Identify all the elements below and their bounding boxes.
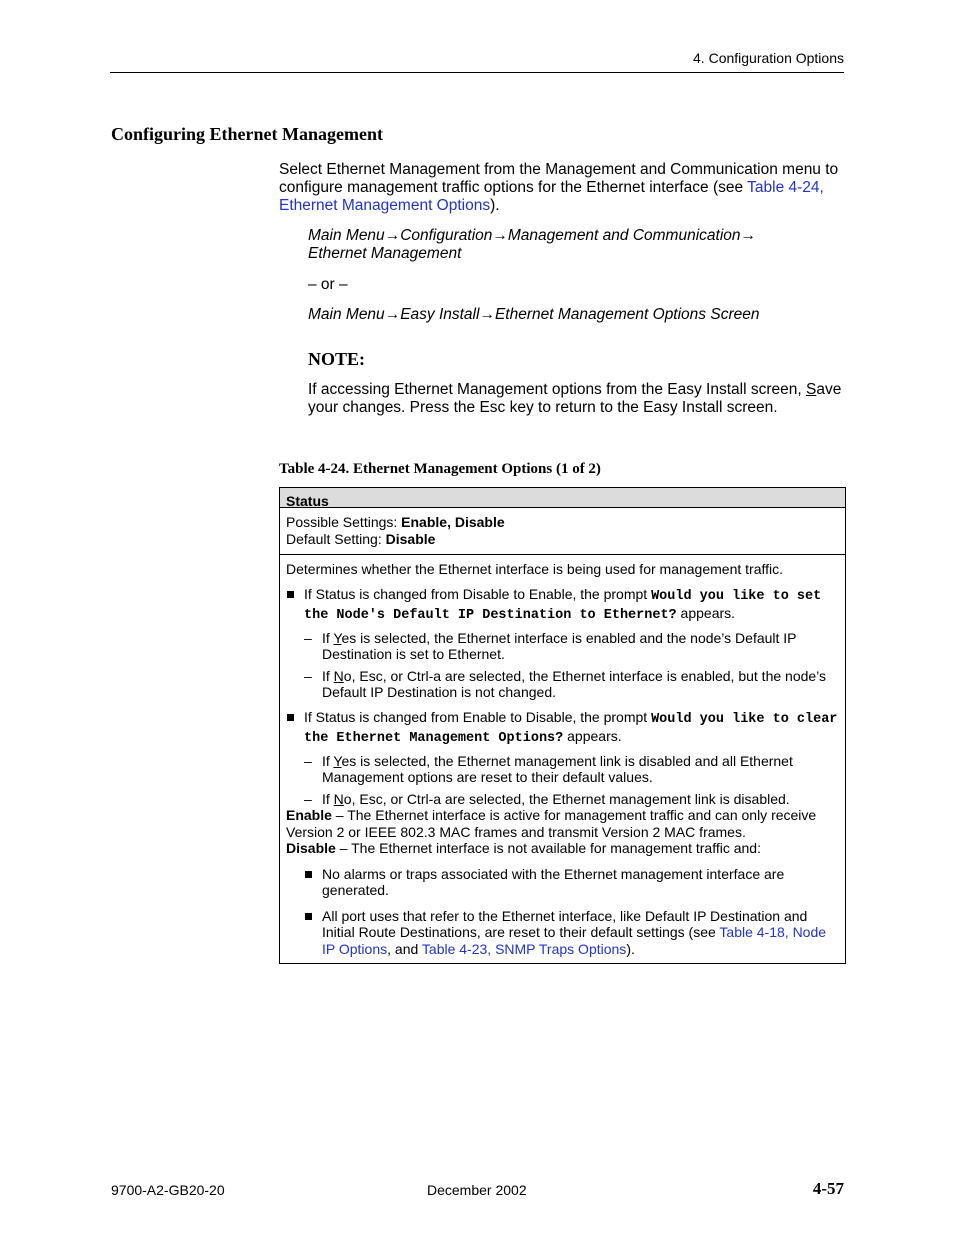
list-item: [286, 908, 839, 958]
dash-text: If: [322, 790, 334, 807]
table-link-4-24[interactable]: Table 4-24, Ethernet Management Options: [279, 179, 824, 214]
hotkey-letter: N: [333, 667, 344, 684]
menu-easy-install: Easy Install: [400, 306, 480, 323]
footer-page-number: 4-57: [812, 1179, 844, 1198]
enable-label: Enable: [286, 807, 332, 823]
section-title: Configuring Ethernet Management: [111, 124, 383, 144]
bullet-square-icon: [287, 714, 294, 721]
hotkey-letter: Y: [333, 629, 342, 646]
options-table: [279, 487, 846, 964]
disable-text: – The Ethernet interface is not available for management traffic and:: [335, 840, 761, 856]
table-header-status: Status: [280, 488, 845, 508]
footer-date: December 2002: [427, 1182, 527, 1198]
menu-mgmt-comm: Management and Communication: [507, 227, 741, 244]
default-label: Default Setting:: [286, 530, 386, 547]
disable-label: Disable: [286, 840, 336, 856]
menu-configuration: Configuration: [400, 227, 493, 244]
default-value: Disable: [385, 530, 436, 547]
footer-doc-number: 9700-A2-GB20-20: [111, 1182, 225, 1198]
possible-label: Possible Settings:: [286, 514, 402, 530]
bullet-text-middle: , and: [387, 940, 422, 957]
running-header: [110, 50, 844, 73]
dash-text-end: es is selected, the Ethernet management link is disabled and all Ethernet Management options are reset to their default values.: [322, 752, 793, 785]
hotkey-letter: Y: [333, 752, 342, 769]
bullet-text-end: ).: [626, 940, 635, 957]
list-item: [286, 709, 839, 748]
intro-text-end: ).: [490, 197, 500, 214]
arrow-icon: →: [479, 306, 495, 323]
prompt-text: Would you like to set the Node's Default IP Destination to Ethernet?: [304, 588, 822, 623]
default-setting: [286, 531, 839, 548]
settings-row: [280, 508, 845, 555]
menu-path-primary: [308, 227, 828, 263]
dash-text-end: es is selected, the Ethernet interface is enabled and the node’s Default IP Destination is set to Ethernet.: [322, 629, 797, 662]
dash-text: If: [322, 629, 334, 646]
list-item: [286, 586, 839, 625]
bullet-square-icon: [305, 871, 312, 878]
description-row: [280, 555, 845, 963]
bullet-text-end: appears.: [676, 605, 736, 621]
note-text-end: ave your changes. Press the Esc key to return to the Easy Install screen.: [308, 381, 842, 416]
save-hotkey: S: [805, 381, 817, 398]
prompt-text: Would you like to clear the Ethernet Management Options?: [304, 711, 838, 746]
disable-description: [286, 840, 839, 857]
menu-main: Main Menu: [308, 306, 385, 323]
or-separator: – or –: [308, 276, 348, 293]
bullet-text: If Status is changed from Enable to Disable, the prompt: [304, 708, 652, 725]
arrow-icon: →: [384, 306, 401, 323]
possible-settings: [286, 514, 839, 531]
dash-text: If: [322, 752, 334, 769]
hotkey-letter: N: [333, 790, 344, 807]
menu-path-alternate: [308, 306, 828, 324]
menu-ethernet-mgmt: Ethernet Management: [308, 245, 462, 262]
arrow-icon: →: [492, 227, 508, 244]
bullet-text-end: appears.: [563, 728, 622, 744]
list-item: [286, 791, 839, 808]
dash-text-end: o, Esc, or Ctrl-a are selected, the Ethernet interface is enabled, but the node’s Default IP Destination is not changed.: [322, 667, 827, 700]
menu-main: Main Menu: [308, 227, 385, 244]
list-item: [286, 753, 839, 786]
table-caption: Table 4-24. Ethernet Management Options (1 of 2): [279, 461, 601, 477]
bullet-text: No alarms or traps associated with the Ethernet management interface are generated.: [322, 865, 785, 898]
bullet-square-icon: [305, 913, 312, 920]
possible-value: Enable, Disable: [401, 514, 505, 530]
enable-description: [286, 807, 839, 840]
dash-marker: –: [304, 790, 312, 807]
list-item: [286, 668, 839, 701]
description-text: Determines whether the Ethernet interface is being used for management traffic.: [286, 561, 784, 577]
table-link-4-23[interactable]: Table 4-23, SNMP Traps Options: [421, 940, 627, 957]
menu-eth-options-screen: Ethernet Management Options Screen: [494, 306, 760, 323]
arrow-icon: →: [384, 227, 401, 244]
note-heading: NOTE:: [308, 349, 366, 369]
dash-marker: –: [304, 752, 312, 769]
intro-text: Select Ethernet Management from the Management and Communication menu to configure management traffic options for the Ethernet interface (see: [279, 161, 839, 196]
note-body: [308, 381, 848, 417]
list-item: [286, 630, 839, 663]
chapter-title: 4. Configuration Options: [693, 50, 844, 66]
dash-marker: –: [304, 629, 312, 646]
bullet-square-icon: [287, 591, 294, 598]
dash-text: If: [322, 667, 334, 684]
dash-text-end: o, Esc, or Ctrl-a are selected, the Ethernet management link is disabled.: [343, 790, 790, 807]
list-item: [286, 866, 839, 899]
intro-paragraph: [279, 161, 849, 215]
table-link-4-18[interactable]: Table 4-18, Node IP Options: [322, 924, 827, 957]
bullet-text: All port uses that refer to the Ethernet interface, like Default IP Destination and Initial Route Destinations, are reset to their default settings (see: [322, 907, 808, 940]
dash-marker: –: [304, 667, 312, 684]
bullet-text: If Status is changed from Disable to Enable, the prompt: [304, 585, 652, 602]
enable-text: – The Ethernet interface is active for management traffic and can only receive Version 2 or IEEE 802.3 MAC frames and transmit Version 2 MAC frames.: [286, 807, 817, 840]
note-text: If accessing Ethernet Management options from the Easy Install screen,: [308, 381, 806, 398]
arrow-icon: →: [740, 227, 757, 244]
